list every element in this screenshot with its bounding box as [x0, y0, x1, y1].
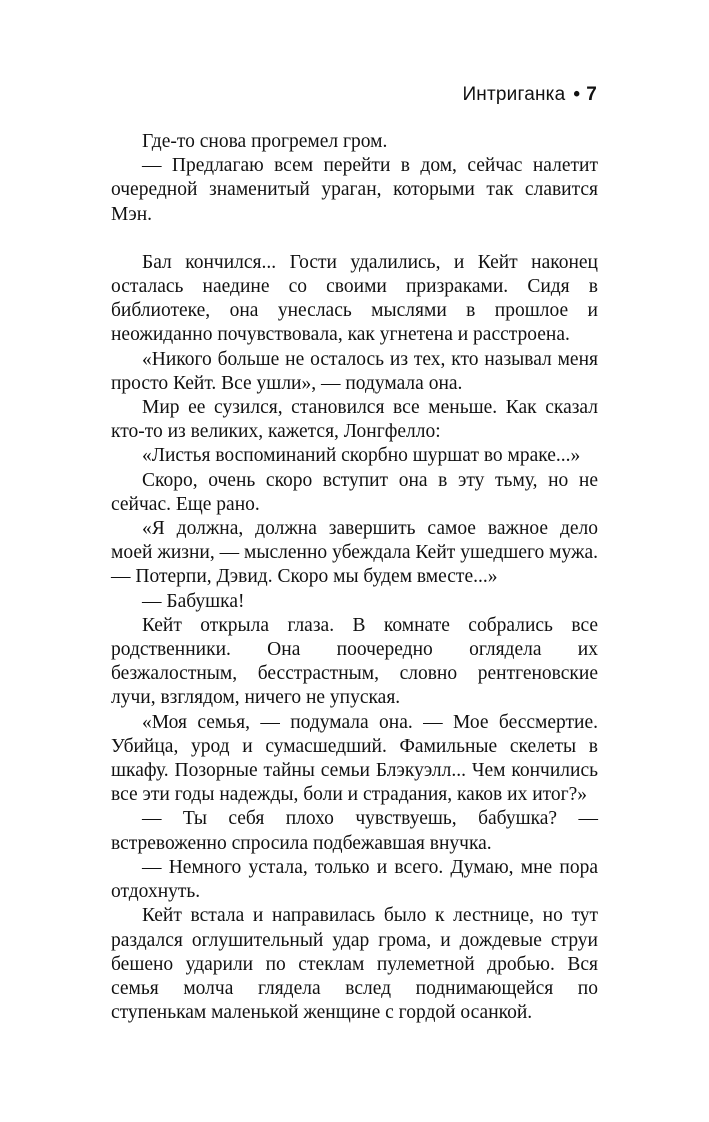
- paragraph: — Ты себя плохо чувствуешь, бабушка? — встревоженно спросила подбежавшая внучка.: [111, 808, 598, 854]
- paragraph: — Предлагаю всем перейти в дом, сейчас налетит очередной знаменитый ураган, которыми так славится Мэн.: [111, 155, 598, 225]
- paragraph: Где-то снова прогремел гром.: [142, 131, 388, 152]
- paragraph: «Моя семья, — подумала она. — Мое бессмертие. Убийца, урод и сумасшедший. Фамильные скелеты в шкафу. Позорные тайны семьи Блэкуэлл... Чем кончились все эти годы надежды, боли и страдания, каков их итог?»: [111, 711, 598, 806]
- page-number: 7: [586, 84, 597, 105]
- book-title: Интриганка: [462, 84, 566, 105]
- paragraph: — Бабушка!: [142, 590, 245, 612]
- header-separator: •: [573, 84, 581, 105]
- paragraph: «Листья воспоминаний скорбно шуршат во мраке...»: [142, 445, 581, 467]
- paragraph: Кейт встала и направилась было к лестнице, но тут раздался оглушительный удар грома, и дождевые струи бешено ударили по стеклам пулеметной дробью. Вся семья молча глядела вслед поднимающейся по ступенькам маленькой женщине с гордой осанкой.: [111, 905, 598, 1024]
- paragraph: Мир ее сузился, становился все меньше. Как сказал кто-то из великих, кажется, Лонгфелло:: [111, 397, 598, 443]
- paragraph: «Я должна, должна завершить самое важное дело моей жизни, — мысленно убеждала Кейт ушедшего мужа. — Потерпи, Дэвид. Скоро мы будем вместе...»: [111, 518, 598, 588]
- paragraph: Бал кончился... Гости удалились, и Кейт наконец осталась наедине со своими призраками. Сидя в библиотеке, она унеслась мыслями в прошлое и неожиданно почувствовала, как угнетена и расстроена.: [111, 251, 598, 346]
- paragraph: «Никого больше не осталось из тех, кто называл меня просто Кейт. Все ушли», — подумала она.: [111, 348, 598, 394]
- running-header: [462, 84, 597, 106]
- paragraph: — Немного устала, только и всего. Думаю, мне пора отдохнуть.: [111, 856, 598, 903]
- body-text: [111, 130, 598, 1025]
- paragraph: Кейт открыла глаза. В комнате собрались все родственники. Она поочередно оглядела их безжалостным, бесстрастным, словно рентгеновские лучи, взглядом, ничего не упуская.: [111, 614, 598, 709]
- paragraph: Скоро, очень скоро вступит она в эту тьму, но не сейчас. Еще рано.: [111, 469, 598, 515]
